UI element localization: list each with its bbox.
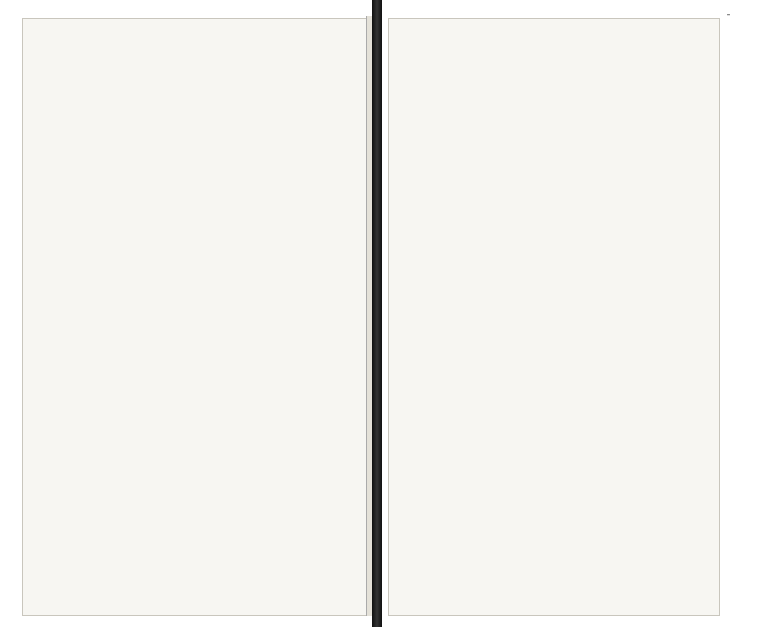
book-spine [372, 0, 382, 627]
corner-tick: ˉ [726, 14, 731, 25]
right-page [388, 18, 720, 616]
left-page [22, 18, 368, 616]
